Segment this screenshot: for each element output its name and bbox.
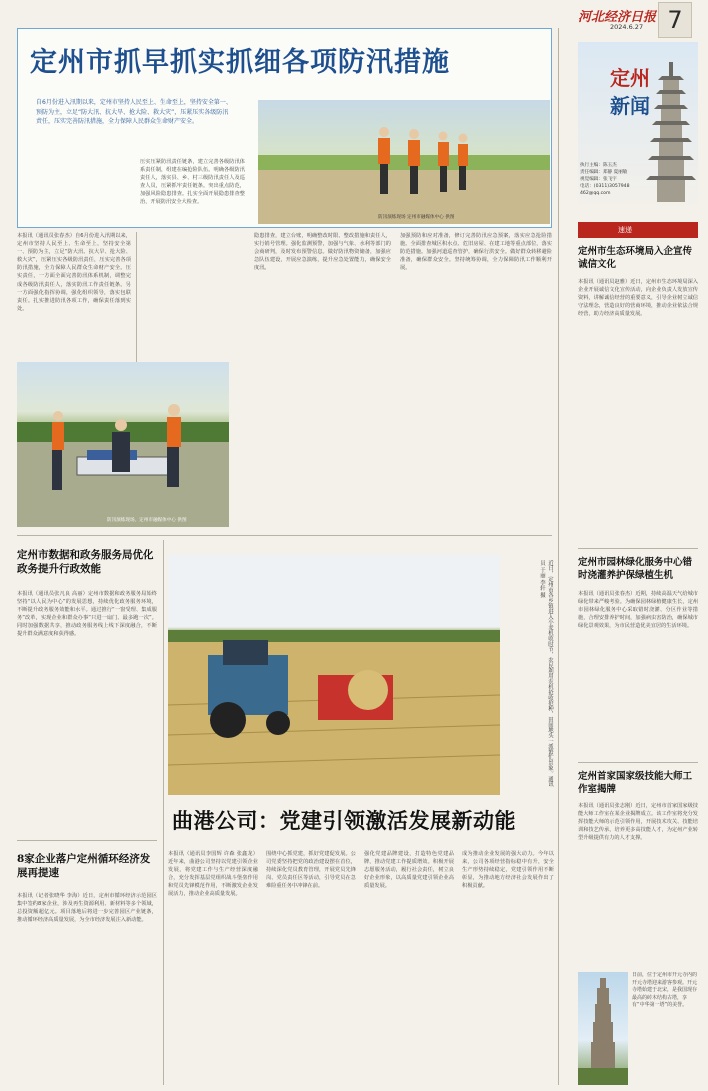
- lead-col-3: 隐患排查，建立台账，明确整改时限、整改措施和责任人，实行销号管理。强化监测预警，加强与气象、水利等部门的会商研判，及时发布预警信息。做好防汛物资储备，加强应急队伍建设，开展应急演练，提升应急处置能力，确保安全度汛。: [254, 233, 391, 272]
- lead-photo-inspection: [258, 100, 550, 224]
- brief-green-headline: 定州市园林绿化服务中心错时浇灌养护保绿植生机: [578, 557, 693, 581]
- tower-caption: 日前，位于定州市开元寺内的开元寺塔迎来游客参观。开元寺塔始建于北宋，是我国现存最高的砖木结构古塔，享有“中华第一塔”的美誉。: [632, 972, 698, 1009]
- editor-info: 执行主编：陈玉杰 责任编辑：郑静 夏丽敏 视觉编辑：张飞宇 电话：(0311)3057948 462@qq.com: [580, 163, 630, 196]
- brief-data-body: 本报讯（通讯员张凡良 高丽）定州市数据和政务服务局始终坚持“以人民为中心”的发展思想，持续优化政务服务环境，不断提升政务服务效能和水平。通过推行“一窗受理、集成服务”改革，实现企业和群众办事“只进一扇门、最多跑一次”。同时加强数据共享，推动政务服务线上线下深度融合，不断提升群众满意度和获得感。: [17, 591, 157, 638]
- divider-h-right-2: [578, 762, 698, 763]
- qugang-col-2: 围绕中心抓党建，抓好党建促发展。公司党委坚持把党的政治建设摆在首位，持续深化党员教育管理，开展党员先锋岗、党员责任区等活动，引导党员在急难险重任务中冲锋在前。: [266, 851, 356, 890]
- harvest-caption: 近日，定州市各乡镇进入小麦机收时节，农民利用农机抢收抢种，田间地头一派繁忙景象。通讯员 于丽 李轩 摄: [539, 560, 553, 787]
- brief-data-headline: 定州市数据和政务服务局优化政务提升行政效能: [17, 549, 154, 575]
- lead-photo1-caption: 防汛演练现场 定州市融媒体中心 供图: [378, 215, 455, 220]
- section-title-dingzhou: 定州: [610, 66, 650, 90]
- brief-green-body: 本报讯（通讯员张春杰）近期，持续高温天气给城市绿化带来严峻考验。为确保园林绿植健康生长，定州市园林绿化服务中心采取错时浇灌、分区作业等措施，合理安排养护时间，加强病虫害防治，确保城市绿化景观效果，为市民营造优美宜居的生活环境。: [578, 591, 698, 630]
- divider-h-lead: [17, 535, 552, 536]
- divider-h-right-1: [578, 548, 698, 549]
- lead-photo2-caption: 防汛演练现场。定州市融媒体中心 供图: [107, 518, 187, 523]
- divider-v-main-right: [558, 28, 559, 1085]
- harvest-photo: [168, 555, 500, 795]
- issue-date: 2024.6.27: [610, 23, 644, 31]
- qugang-headline: 曲港公司：党建引领激活发展新动能: [172, 808, 516, 833]
- qugang-col-4: 成为推动企业发展的强大动力。今年以来，公司各项经营指标稳中有升，安全生产形势持续稳定，党建引领作用不断彰显，为推动地方经济社会发展作出了积极贡献。: [462, 851, 554, 890]
- lead-col-1: 本报讯（通讯员张春杰）自6月份进入汛期以来，定州市坚持人民至上、生命至上，坚持安全第一、预防为主，立足“防大汛、抗大旱、抢大险、救大灾”，压紧压实各级防汛责任，压实完善各项防汛措施，全力保障人民群众生命财产安全。压实责任，一方面全面完善防汛体系机制，调整完成各级防汛责任人，落实防汛工作责任链条。另一方面强化指挥协调，强化组织领导，落实包联责任。扎实推进防汛各项工作，确保责任落到实处。: [17, 233, 131, 312]
- brief-eco-headline: 定州市生态环境局入企宣传诚信文化: [578, 246, 693, 270]
- section-title-news: 新闻: [610, 94, 650, 118]
- quick-label: 速递: [578, 222, 698, 238]
- tower-photo: [578, 972, 628, 1085]
- brief-skill-headline: 定州首家国家级技能大师工作室揭牌: [578, 771, 693, 795]
- brief-industry-headline: 8家企业落户定州循环经济发展再提速: [17, 853, 151, 879]
- brief-eco-body: 本报讯（通讯员赵雅）近日，定州市生态环境局深入企业开展诚信文化宣传活动，向企业负责人发放宣传资料，讲解诚信经营的重要意义，引导企业树立诚信守法理念，营造良好的营商环境，推动企业依法合规经营，助力经济高质量发展。: [578, 279, 698, 318]
- page-number: 7: [658, 2, 692, 38]
- section-header: [578, 42, 698, 212]
- brief-skill-body: 本报讯（通讯员张志刚）近日，定州市首家国家级技能大师工作室在某企业揭牌成立。该工作室将充分发挥技能大师的示范引领作用，开展技术攻关、技能培训和技艺传承，培养更多高技能人才，为定州产业转型升级提供有力的人才支撑。: [578, 803, 698, 842]
- lead-col-4: 加强预防和应对准备，修订完善防汛应急预案，落实应急抢险措施。全面排查城区积水点、危旧房屋、在建工地等重点部位，落实防范措施。加强河道巡查管护，确保行洪安全。做好群众转移避险准备，确保群众安全。坚持统筹协调，全力保障防汛工作顺利开展。: [400, 233, 552, 272]
- qugang-col-1: 本报讯（通讯员李国辉 许森 张鑫龙）近年来，曲港公司坚持以党建引领企业发展，将党建工作与生产经营深度融合，充分发挥基层党组织战斗堡垒作用和党员先锋模范作用，不断激发企业发展活力，推动企业高质量发展。: [168, 851, 258, 898]
- divider-h-left: [17, 840, 157, 841]
- lead-summary: 自6月份进入汛期以来，定州市坚持人民至上、生命至上，坚持安全第一、预防为主，立足“防大汛、抗大旱、抢大险、救大灾”，压紧压实各级防汛责任，压实完善防汛措施，全力保障人民群众生命财产安全。: [36, 99, 232, 126]
- divider-v-lead: [136, 232, 137, 362]
- lead-col-2: 压实压紧防汛责任链条，建立完善各级防汛体系责任制，组建在编抢险队伍。明确各级防汛责任人，落实县、乡、村三级防汛责任人及巡查人员，压紧抓牢责任链条。突出重点防范，加强风险隐患排查。扎实全面开展隐患排查整治，开展防汛安全大检查。: [140, 159, 245, 206]
- paper-name: 河北经济日报: [578, 10, 657, 25]
- lead-headline: 定州市抓早抓实抓细各项防汛措施: [30, 47, 450, 78]
- qugang-col-3: 强化党建品牌建设，打造特色党建品牌，推动党建工作提质增效。积极开展志愿服务活动，履行社会责任，树立良好企业形象，以高质量党建引领企业高质量发展。: [364, 851, 454, 890]
- divider-v-left: [163, 540, 164, 1085]
- brief-industry-body: 本报讯（记者张晓华 李海）近日，定州市循环经济示范园区集中签约8家企业，涉及再生资源利用、新材料等多个领域，总投资额超亿元。项目落地后将进一步完善园区产业链条，推动循环经济高质量发展，为全市经济发展注入新动能。: [17, 893, 157, 924]
